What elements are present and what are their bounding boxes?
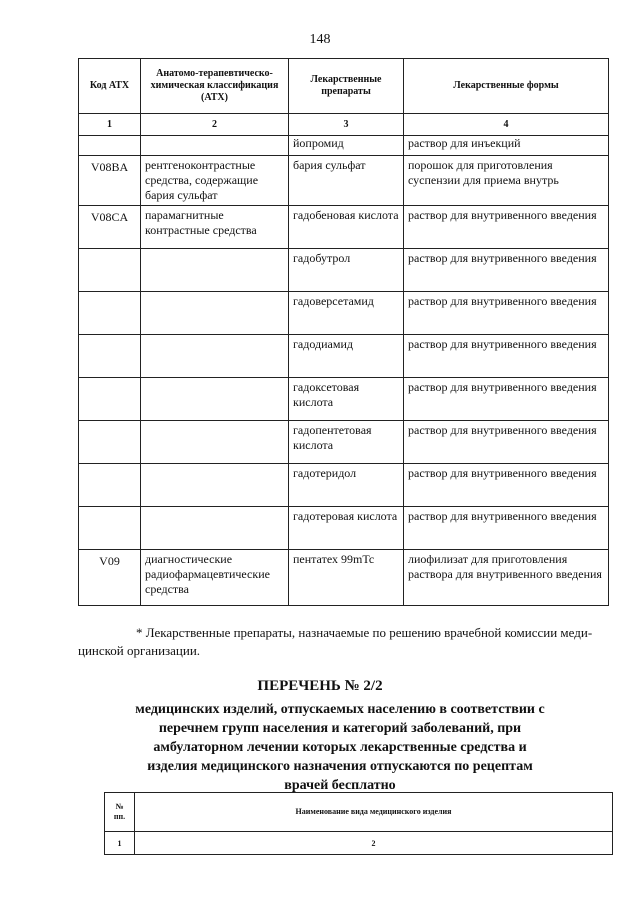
- table-row: [79, 464, 609, 507]
- classification-cell: [141, 421, 289, 464]
- header-drugs: Лекарственные препараты: [289, 59, 404, 114]
- dosage-form-cell: раствор для внутривенного введения: [404, 464, 609, 507]
- table-row: [79, 206, 609, 249]
- footnote-line-2: цинской организации.: [78, 643, 201, 658]
- classification-cell: [141, 335, 289, 378]
- header-item-number: № пп.: [105, 793, 135, 832]
- drug-name-cell: гадопентетовая кислота: [289, 421, 404, 464]
- table-row: [79, 136, 609, 156]
- footnote: [78, 624, 610, 660]
- header-dosage-forms: Лекарственные формы: [404, 59, 609, 114]
- classification-cell: [141, 292, 289, 335]
- atx-code-cell: V08CA: [79, 206, 141, 249]
- atx-code-cell: V09: [79, 550, 141, 606]
- column-number: 1: [105, 832, 135, 855]
- list-subtitle: медицинских изделий, отпускаемых населению в соответствии с перечнем групп населения и категорий заболеваний, при амбулаторном лечении которых лекарственные средства и изделия медицинского назначения отпускаются по рецептам врачей бесплатно: [135, 702, 545, 793]
- atx-code-cell: [79, 378, 141, 421]
- table-header-row: [79, 59, 609, 114]
- classification-cell: [141, 507, 289, 550]
- atx-code-cell: [79, 335, 141, 378]
- drug-name-cell: гадотеридол: [289, 464, 404, 507]
- column-number: 1: [79, 114, 141, 136]
- table-row: [79, 292, 609, 335]
- table-row: [79, 378, 609, 421]
- dosage-form-cell: раствор для внутривенного введения: [404, 206, 609, 249]
- atx-code-cell: V08BA: [79, 156, 141, 206]
- drug-name-cell: гадодиамид: [289, 335, 404, 378]
- column-number: 2: [141, 114, 289, 136]
- classification-cell: [141, 378, 289, 421]
- drug-name-cell: гадоксетовая кислота: [289, 378, 404, 421]
- header-atx-code: Код АТХ: [79, 59, 141, 114]
- dosage-form-cell: порошок для приготовления суспензии для приема внутрь: [404, 156, 609, 206]
- dosage-form-cell: лиофилизат для приготовления раствора для внутривенного введения: [404, 550, 609, 606]
- dosage-form-cell: раствор для инъекций: [404, 136, 609, 156]
- drug-name-cell: гадобеновая кислота: [289, 206, 404, 249]
- table-row: [79, 156, 609, 206]
- dosage-form-cell: раствор для внутривенного введения: [404, 378, 609, 421]
- column-number-row: [79, 114, 609, 136]
- medical-devices-table: [104, 792, 613, 855]
- list-title: ПЕРЕЧЕНЬ № 2/2: [257, 678, 383, 694]
- classification-cell: [141, 464, 289, 507]
- drug-name-cell: бария сульфат: [289, 156, 404, 206]
- drug-name-cell: гадотеровая кислота: [289, 507, 404, 550]
- column-number: 4: [404, 114, 609, 136]
- column-number-row: [105, 832, 613, 855]
- atx-drug-table: [78, 58, 609, 606]
- table-row: [79, 335, 609, 378]
- classification-cell: диагностические радиофармацевтические средства: [141, 550, 289, 606]
- table-header-row: [105, 793, 613, 832]
- atx-code-cell: [79, 292, 141, 335]
- drug-name-cell: йопромид: [289, 136, 404, 156]
- classification-cell: парамагнитные контрастные средства: [141, 206, 289, 249]
- atx-code-cell: [79, 136, 141, 156]
- atx-table-body: [79, 136, 609, 606]
- footnote-line-1: * Лекарственные препараты, назначаемые по решению врачебной комиссии меди-: [136, 625, 593, 640]
- classification-cell: [141, 136, 289, 156]
- header-atx-classification: Анатомо-терапевтическо-химическая классификация (АТХ): [141, 59, 289, 114]
- drug-name-cell: пентатех 99mTc: [289, 550, 404, 606]
- table-row: [79, 550, 609, 606]
- column-number: 3: [289, 114, 404, 136]
- atx-code-cell: [79, 507, 141, 550]
- dosage-form-cell: раствор для внутривенного введения: [404, 335, 609, 378]
- dosage-form-cell: раствор для внутривенного введения: [404, 249, 609, 292]
- atx-code-cell: [79, 249, 141, 292]
- table-row: [79, 249, 609, 292]
- dosage-form-cell: раствор для внутривенного введения: [404, 292, 609, 335]
- classification-cell: рентгеноконтрастные средства, содержащие бария сульфат: [141, 156, 289, 206]
- atx-code-cell: [79, 464, 141, 507]
- column-number: 2: [135, 832, 613, 855]
- page-number: 148: [309, 32, 331, 47]
- classification-cell: [141, 249, 289, 292]
- drug-name-cell: гадоверсетамид: [289, 292, 404, 335]
- header-device-type: Наименование вида медицинского изделия: [135, 793, 613, 832]
- table-row: [79, 507, 609, 550]
- atx-code-cell: [79, 421, 141, 464]
- drug-name-cell: гадобутрол: [289, 249, 404, 292]
- dosage-form-cell: раствор для внутривенного введения: [404, 507, 609, 550]
- dosage-form-cell: раствор для внутривенного введения: [404, 421, 609, 464]
- table-row: [79, 421, 609, 464]
